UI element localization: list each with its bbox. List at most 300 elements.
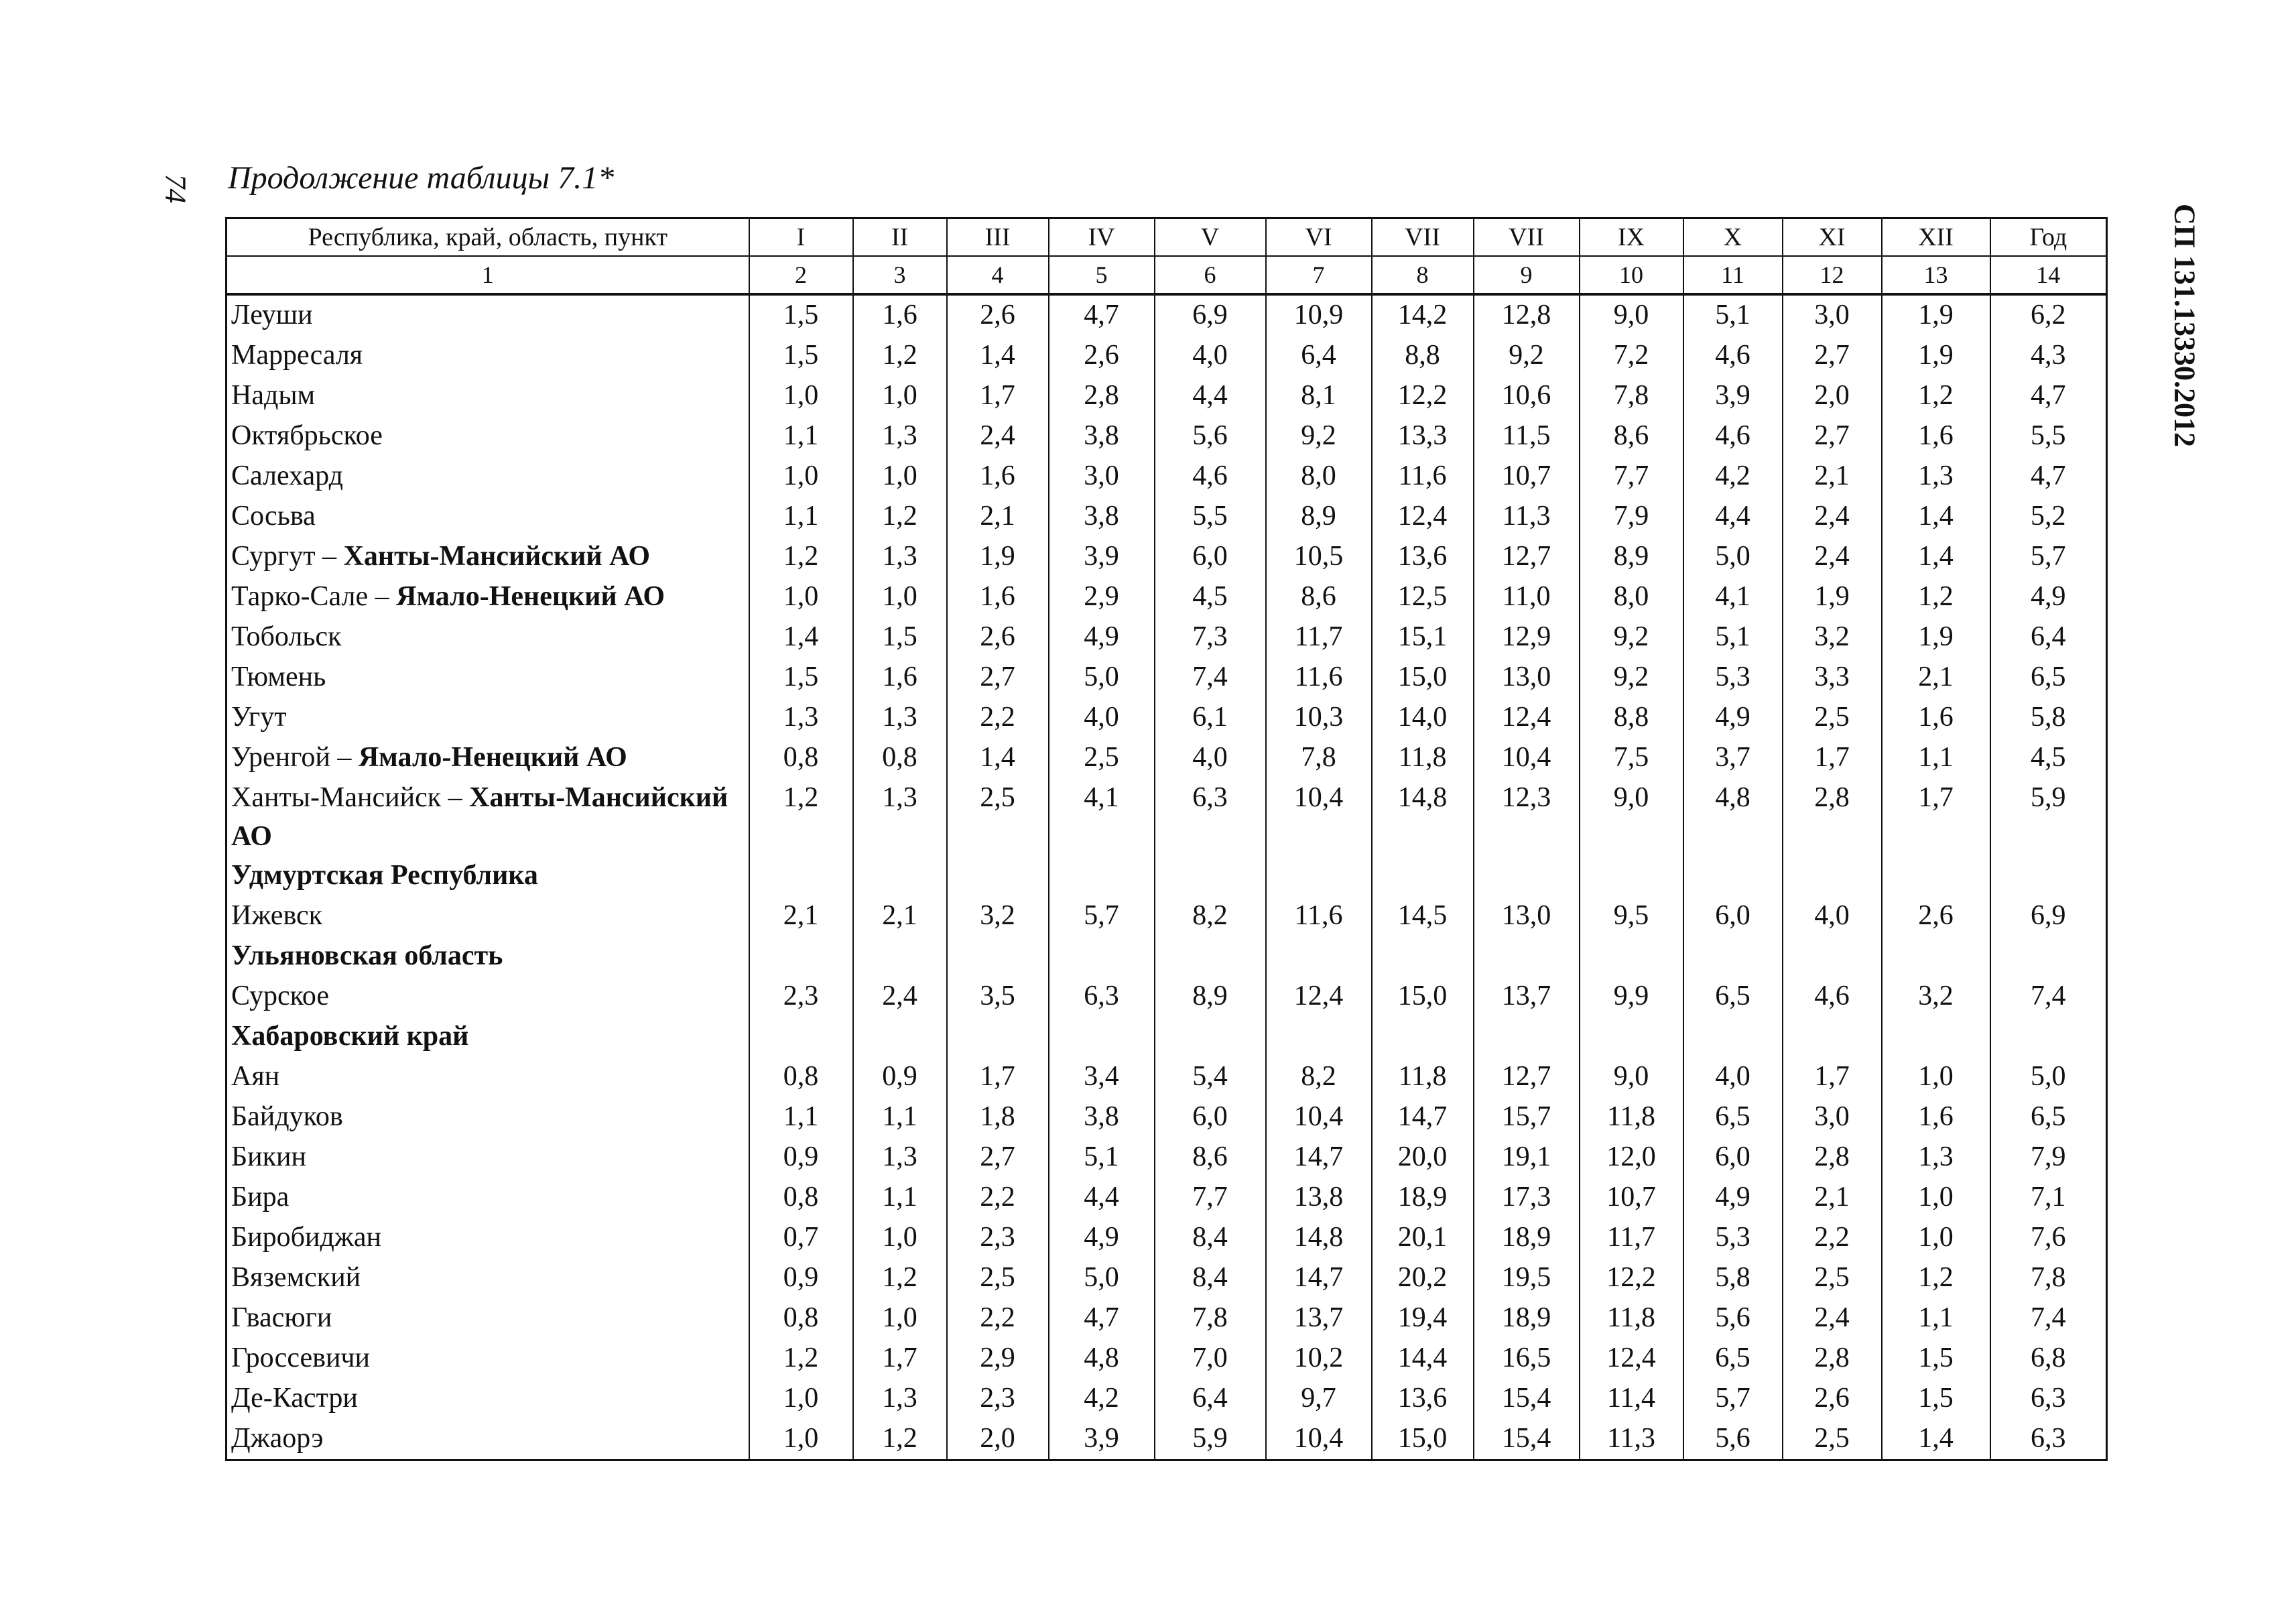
value-cell: 6,2: [1990, 294, 2107, 336]
value-cell: 4,9: [1683, 698, 1783, 738]
value-cell: 6,4: [1155, 1379, 1266, 1419]
header-month: II: [853, 219, 947, 257]
value-cell: 1,4: [1882, 1419, 1990, 1460]
value-cell: 2,9: [1049, 577, 1155, 617]
location-name: [227, 577, 749, 617]
header-month: IX: [1580, 219, 1683, 257]
value-cell: 1,6: [1882, 416, 1990, 456]
value-cell: 5,9: [1155, 1419, 1266, 1460]
value-cell: 1,2: [853, 336, 947, 376]
empty-cell: [749, 856, 853, 896]
table-row: [227, 1178, 2107, 1218]
value-cell: 1,5: [1882, 1338, 1990, 1379]
value-cell: 9,2: [1266, 416, 1372, 456]
empty-cell: [1155, 856, 1266, 896]
table-row: [227, 617, 2107, 658]
value-cell: 2,1: [1783, 456, 1882, 497]
value-cell: 0,8: [853, 738, 947, 778]
value-cell: 1,0: [853, 1218, 947, 1258]
value-cell: 2,5: [1049, 738, 1155, 778]
value-cell: 3,8: [1049, 497, 1155, 537]
value-cell: 7,5: [1580, 738, 1683, 778]
value-cell: 14,7: [1266, 1258, 1372, 1298]
table-caption: Продолжение таблицы 7.1*: [228, 160, 615, 196]
column-number: 6: [1155, 256, 1266, 294]
value-cell: 1,0: [853, 456, 947, 497]
value-cell: 3,9: [1683, 376, 1783, 416]
value-cell: 4,0: [1783, 896, 1882, 936]
value-cell: 7,9: [1990, 1137, 2107, 1178]
document-code: СП 131.13330.2012: [2168, 204, 2202, 447]
value-cell: 6,4: [1990, 617, 2107, 658]
value-cell: 6,3: [1990, 1419, 2107, 1460]
value-cell: 1,1: [853, 1178, 947, 1218]
location-name: [227, 977, 749, 1017]
location-label: Марресаля: [231, 340, 363, 371]
location-label: Надым: [231, 380, 316, 411]
empty-cell: [1683, 856, 1783, 896]
value-cell: 4,7: [1990, 456, 2107, 497]
value-cell: 1,9: [1783, 577, 1882, 617]
location-name: [227, 1178, 749, 1218]
value-cell: 3,4: [1049, 1057, 1155, 1097]
value-cell: 4,2: [1049, 1379, 1155, 1419]
value-cell: 6,5: [1683, 1097, 1783, 1137]
column-number: 11: [1683, 256, 1783, 294]
location-label: Октябрьское: [231, 420, 383, 451]
location-name: [227, 1379, 749, 1419]
value-cell: 11,8: [1580, 1097, 1683, 1137]
value-cell: 1,0: [853, 577, 947, 617]
value-cell: 10,5: [1266, 537, 1372, 577]
value-cell: 12,3: [1474, 778, 1580, 856]
value-cell: 2,1: [749, 896, 853, 936]
value-cell: 20,1: [1372, 1218, 1474, 1258]
value-cell: 12,2: [1580, 1258, 1683, 1298]
value-cell: 4,6: [1683, 336, 1783, 376]
location-label: Биробиджан: [231, 1222, 381, 1253]
empty-cell: [1049, 1017, 1155, 1057]
value-cell: 4,3: [1990, 336, 2107, 376]
table-row: [227, 1137, 2107, 1178]
location-name: [227, 658, 749, 698]
location-name: [227, 456, 749, 497]
value-cell: 5,0: [1049, 658, 1155, 698]
header-row: [227, 219, 2107, 257]
value-cell: 4,0: [1155, 336, 1266, 376]
value-cell: 1,6: [853, 658, 947, 698]
value-cell: 1,5: [1882, 1379, 1990, 1419]
section-row: [227, 1017, 2107, 1057]
value-cell: 5,3: [1683, 1218, 1783, 1258]
table-row: [227, 896, 2107, 936]
value-cell: 1,7: [1783, 738, 1882, 778]
header-month: Год: [1990, 219, 2107, 257]
value-cell: 1,1: [1882, 1298, 1990, 1338]
value-cell: 4,1: [1683, 577, 1783, 617]
empty-cell: [1266, 856, 1372, 896]
value-cell: 1,7: [1882, 778, 1990, 856]
value-cell: 1,2: [853, 497, 947, 537]
value-cell: 5,6: [1683, 1419, 1783, 1460]
empty-cell: [853, 936, 947, 977]
table-row: [227, 658, 2107, 698]
header-month: III: [947, 219, 1049, 257]
value-cell: 12,5: [1372, 577, 1474, 617]
value-cell: 20,2: [1372, 1258, 1474, 1298]
value-cell: 8,9: [1155, 977, 1266, 1017]
value-cell: 3,7: [1683, 738, 1783, 778]
value-cell: 4,7: [1990, 376, 2107, 416]
empty-cell: [1474, 856, 1580, 896]
value-cell: 1,3: [853, 778, 947, 856]
value-cell: 1,5: [853, 617, 947, 658]
header-month: IV: [1049, 219, 1155, 257]
location-label: Ханты-Мансийск –: [231, 782, 470, 813]
value-cell: 2,7: [947, 658, 1049, 698]
value-cell: 1,5: [749, 336, 853, 376]
table-row: [227, 1218, 2107, 1258]
column-number: 3: [853, 256, 947, 294]
value-cell: 3,0: [1783, 1097, 1882, 1137]
value-cell: 2,6: [947, 294, 1049, 336]
value-cell: 3,8: [1049, 416, 1155, 456]
column-number-row: [227, 256, 2107, 294]
value-cell: 4,9: [1990, 577, 2107, 617]
value-cell: 1,2: [749, 1338, 853, 1379]
value-cell: 1,4: [1882, 537, 1990, 577]
empty-cell: [1990, 1017, 2107, 1057]
value-cell: 12,0: [1580, 1137, 1683, 1178]
column-number: 12: [1783, 256, 1882, 294]
empty-cell: [947, 1017, 1049, 1057]
value-cell: 1,3: [853, 416, 947, 456]
value-cell: 1,0: [749, 1419, 853, 1460]
value-cell: 2,3: [947, 1379, 1049, 1419]
value-cell: 3,9: [1049, 537, 1155, 577]
value-cell: 3,0: [1049, 456, 1155, 497]
value-cell: 1,3: [853, 1379, 947, 1419]
value-cell: 2,8: [1049, 376, 1155, 416]
location-name: [227, 537, 749, 577]
value-cell: 19,4: [1372, 1298, 1474, 1338]
empty-cell: [1372, 936, 1474, 977]
location-name: [227, 336, 749, 376]
value-cell: 4,5: [1155, 577, 1266, 617]
value-cell: 16,5: [1474, 1338, 1580, 1379]
empty-cell: [1474, 936, 1580, 977]
value-cell: 3,2: [1783, 617, 1882, 658]
value-cell: 1,3: [1882, 1137, 1990, 1178]
value-cell: 12,4: [1372, 497, 1474, 537]
table-row: [227, 416, 2107, 456]
location-name: [227, 617, 749, 658]
value-cell: 1,2: [749, 537, 853, 577]
value-cell: 10,2: [1266, 1338, 1372, 1379]
location-label: Бикин: [231, 1141, 306, 1172]
value-cell: 3,5: [947, 977, 1049, 1017]
value-cell: 5,8: [1990, 698, 2107, 738]
location-name: [227, 497, 749, 537]
value-cell: 14,7: [1372, 1097, 1474, 1137]
value-cell: 11,6: [1266, 896, 1372, 936]
value-cell: 5,7: [1049, 896, 1155, 936]
value-cell: 15,4: [1474, 1379, 1580, 1419]
value-cell: 6,0: [1683, 896, 1783, 936]
empty-cell: [1882, 1017, 1990, 1057]
location-name: [227, 1258, 749, 1298]
empty-cell: [1580, 936, 1683, 977]
location-label: Джаорэ: [231, 1423, 324, 1454]
value-cell: 8,6: [1266, 577, 1372, 617]
value-cell: 10,4: [1266, 1419, 1372, 1460]
value-cell: 13,0: [1474, 658, 1580, 698]
value-cell: 2,4: [1783, 537, 1882, 577]
value-cell: 8,2: [1266, 1057, 1372, 1097]
value-cell: 1,4: [947, 738, 1049, 778]
value-cell: 2,7: [1783, 416, 1882, 456]
value-cell: 5,6: [1155, 416, 1266, 456]
location-label: Сургут –: [231, 541, 344, 572]
value-cell: 3,9: [1049, 1419, 1155, 1460]
location-label: Бира: [231, 1182, 290, 1212]
value-cell: 4,7: [1049, 1298, 1155, 1338]
table-row: [227, 1258, 2107, 1298]
value-cell: 4,9: [1049, 1218, 1155, 1258]
location-label: Леуши: [231, 300, 313, 330]
value-cell: 18,9: [1372, 1178, 1474, 1218]
value-cell: 1,0: [749, 577, 853, 617]
value-cell: 10,7: [1580, 1178, 1683, 1218]
value-cell: 2,1: [947, 497, 1049, 537]
value-cell: 6,5: [1990, 658, 2107, 698]
value-cell: 2,5: [1783, 698, 1882, 738]
value-cell: 8,9: [1580, 537, 1683, 577]
value-cell: 19,5: [1474, 1258, 1580, 1298]
value-cell: 5,7: [1990, 537, 2107, 577]
location-label: Тобольск: [231, 621, 342, 652]
value-cell: 1,4: [947, 336, 1049, 376]
value-cell: 1,3: [853, 537, 947, 577]
value-cell: 2,1: [1882, 658, 1990, 698]
value-cell: 12,8: [1474, 294, 1580, 336]
value-cell: 2,0: [947, 1419, 1049, 1460]
value-cell: 4,0: [1155, 738, 1266, 778]
table-row: [227, 977, 2107, 1017]
location-name: [227, 738, 749, 778]
value-cell: 4,0: [1049, 698, 1155, 738]
value-cell: 1,6: [853, 294, 947, 336]
value-cell: 2,9: [947, 1338, 1049, 1379]
value-cell: 7,6: [1990, 1218, 2107, 1258]
value-cell: 4,6: [1683, 416, 1783, 456]
value-cell: 10,4: [1266, 1097, 1372, 1137]
value-cell: 8,1: [1266, 376, 1372, 416]
value-cell: 5,5: [1155, 497, 1266, 537]
section-title: Ульяновская область: [227, 936, 749, 977]
location-label: Уренгой –: [231, 742, 359, 773]
location-label: Байдуков: [231, 1101, 343, 1132]
value-cell: 15,7: [1474, 1097, 1580, 1137]
page-number: 74: [159, 174, 192, 204]
value-cell: 4,7: [1049, 294, 1155, 336]
value-cell: 7,7: [1155, 1178, 1266, 1218]
empty-cell: [749, 1017, 853, 1057]
value-cell: 1,2: [853, 1258, 947, 1298]
value-cell: 1,1: [1882, 738, 1990, 778]
location-label: Угут: [231, 702, 287, 733]
value-cell: 0,8: [749, 1178, 853, 1218]
value-cell: 2,6: [1049, 336, 1155, 376]
value-cell: 8,6: [1580, 416, 1683, 456]
value-cell: 8,4: [1155, 1218, 1266, 1258]
value-cell: 12,4: [1474, 698, 1580, 738]
value-cell: 2,0: [1783, 376, 1882, 416]
value-cell: 4,8: [1049, 1338, 1155, 1379]
location-name: [227, 896, 749, 936]
value-cell: 7,4: [1990, 977, 2107, 1017]
empty-cell: [1882, 856, 1990, 896]
empty-cell: [853, 856, 947, 896]
value-cell: 6,9: [1155, 294, 1266, 336]
value-cell: 7,4: [1990, 1298, 2107, 1338]
value-cell: 4,2: [1683, 456, 1783, 497]
value-cell: 2,5: [1783, 1419, 1882, 1460]
value-cell: 6,3: [1049, 977, 1155, 1017]
value-cell: 1,2: [749, 778, 853, 856]
value-cell: 6,0: [1683, 1137, 1783, 1178]
value-cell: 2,5: [947, 778, 1049, 856]
table-row: [227, 778, 2107, 856]
value-cell: 2,2: [947, 698, 1049, 738]
value-cell: 11,0: [1474, 577, 1580, 617]
value-cell: 1,4: [1882, 497, 1990, 537]
value-cell: 10,4: [1474, 738, 1580, 778]
value-cell: 7,8: [1990, 1258, 2107, 1298]
location-label: Сосьва: [231, 501, 316, 532]
value-cell: 13,6: [1372, 1379, 1474, 1419]
value-cell: 12,7: [1474, 537, 1580, 577]
value-cell: 2,3: [749, 977, 853, 1017]
value-cell: 10,9: [1266, 294, 1372, 336]
value-cell: 11,8: [1372, 738, 1474, 778]
value-cell: 1,3: [853, 698, 947, 738]
value-cell: 15,0: [1372, 977, 1474, 1017]
empty-cell: [947, 856, 1049, 896]
empty-cell: [1580, 856, 1683, 896]
value-cell: 11,7: [1580, 1218, 1683, 1258]
value-cell: 9,5: [1580, 896, 1683, 936]
value-cell: 1,5: [749, 294, 853, 336]
location-name: [227, 376, 749, 416]
value-cell: 11,3: [1474, 497, 1580, 537]
region-label: Ямало-Ненецкий АО: [358, 742, 627, 773]
value-cell: 2,7: [1783, 336, 1882, 376]
value-cell: 15,1: [1372, 617, 1474, 658]
value-cell: 1,0: [749, 456, 853, 497]
column-number: 7: [1266, 256, 1372, 294]
value-cell: 1,7: [947, 1057, 1049, 1097]
header-month: VII: [1474, 219, 1580, 257]
location-name: [227, 1298, 749, 1338]
value-cell: 11,8: [1372, 1057, 1474, 1097]
empty-cell: [1580, 1017, 1683, 1057]
value-cell: 8,0: [1266, 456, 1372, 497]
empty-cell: [1783, 1017, 1882, 1057]
column-number: 10: [1580, 256, 1683, 294]
table-row: [227, 376, 2107, 416]
empty-cell: [1155, 936, 1266, 977]
value-cell: 14,4: [1372, 1338, 1474, 1379]
column-number: 13: [1882, 256, 1990, 294]
value-cell: 1,2: [1882, 376, 1990, 416]
value-cell: 1,9: [1882, 294, 1990, 336]
value-cell: 3,3: [1783, 658, 1882, 698]
value-cell: 5,3: [1683, 658, 1783, 698]
value-cell: 1,5: [749, 658, 853, 698]
value-cell: 2,5: [947, 1258, 1049, 1298]
value-cell: 9,0: [1580, 294, 1683, 336]
value-cell: 15,4: [1474, 1419, 1580, 1460]
value-cell: 8,8: [1580, 698, 1683, 738]
table-row: [227, 537, 2107, 577]
header-month: VII: [1372, 219, 1474, 257]
value-cell: 8,8: [1372, 336, 1474, 376]
value-cell: 6,3: [1990, 1379, 2107, 1419]
value-cell: 11,3: [1580, 1419, 1683, 1460]
value-cell: 1,9: [947, 537, 1049, 577]
table-row: [227, 456, 2107, 497]
value-cell: 12,7: [1474, 1057, 1580, 1097]
value-cell: 2,4: [1783, 1298, 1882, 1338]
value-cell: 4,4: [1049, 1178, 1155, 1218]
column-number: 5: [1049, 256, 1155, 294]
value-cell: 13,7: [1474, 977, 1580, 1017]
value-cell: 2,8: [1783, 1338, 1882, 1379]
location-name: [227, 1097, 749, 1137]
value-cell: 7,9: [1580, 497, 1683, 537]
value-cell: 11,7: [1266, 617, 1372, 658]
value-cell: 1,7: [947, 376, 1049, 416]
empty-cell: [1155, 1017, 1266, 1057]
value-cell: 13,7: [1266, 1298, 1372, 1338]
value-cell: 6,0: [1155, 1097, 1266, 1137]
value-cell: 1,0: [1882, 1057, 1990, 1097]
value-cell: 11,6: [1372, 456, 1474, 497]
value-cell: 1,7: [853, 1338, 947, 1379]
column-number: 8: [1372, 256, 1474, 294]
value-cell: 7,4: [1155, 658, 1266, 698]
value-cell: 1,9: [1882, 617, 1990, 658]
value-cell: 2,1: [853, 896, 947, 936]
value-cell: 1,9: [1882, 336, 1990, 376]
value-cell: 1,0: [749, 1379, 853, 1419]
value-cell: 14,8: [1372, 778, 1474, 856]
value-cell: 2,8: [1783, 1137, 1882, 1178]
value-cell: 1,1: [749, 1097, 853, 1137]
value-cell: 14,7: [1266, 1137, 1372, 1178]
value-cell: 10,6: [1474, 376, 1580, 416]
value-cell: 1,0: [1882, 1178, 1990, 1218]
value-cell: 7,0: [1155, 1338, 1266, 1379]
value-cell: 1,8: [947, 1097, 1049, 1137]
value-cell: 1,6: [1882, 698, 1990, 738]
value-cell: 4,0: [1683, 1057, 1783, 1097]
empty-cell: [1990, 856, 2107, 896]
value-cell: 11,5: [1474, 416, 1580, 456]
value-cell: 4,6: [1783, 977, 1882, 1017]
value-cell: 5,0: [1683, 537, 1783, 577]
